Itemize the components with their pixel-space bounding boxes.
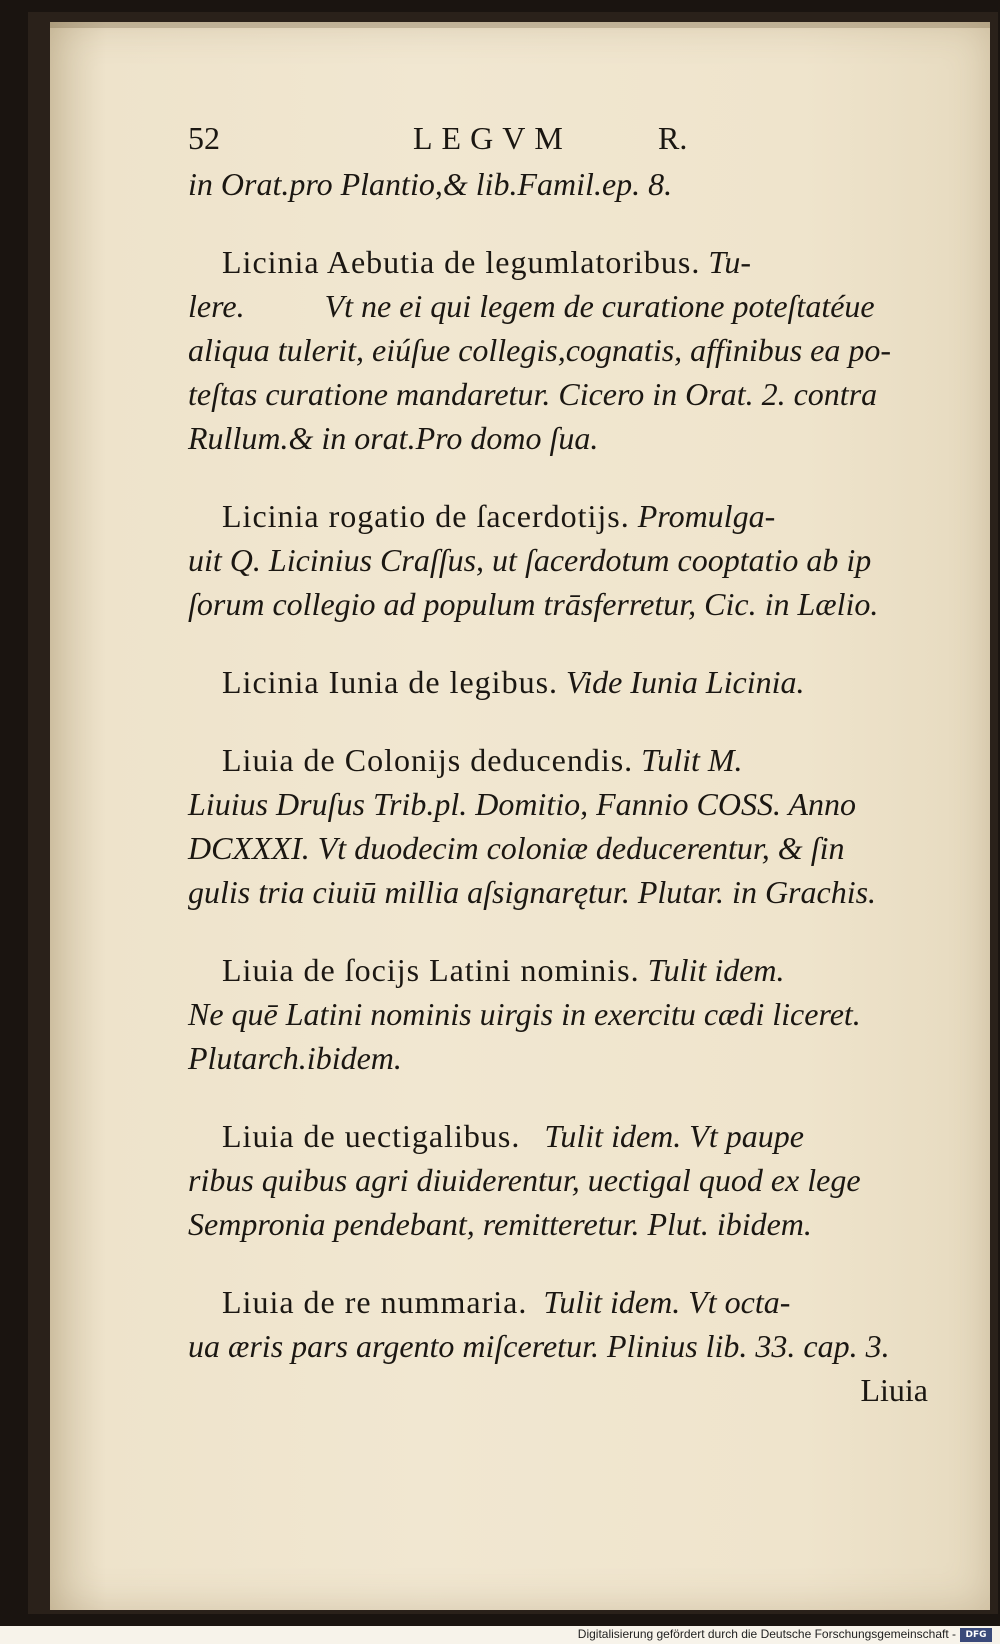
entry-text: ſorum collegio ad populum trāsferretur, Cic. in Lælio.: [188, 586, 879, 622]
footer-credit: Digitalisierung gefördert durch die Deutsche Forschungsgemeinschaft -: [577, 1627, 956, 1641]
page-text: [188, 118, 928, 1412]
entry-text: Tulit idem. Vt paupe: [520, 1118, 804, 1154]
entry-text: aliqua tulerit, eiúſue collegis,cognatis, affinibus ea po-: [188, 332, 892, 368]
entry-line: [188, 992, 928, 1036]
entry-first-line: [188, 948, 928, 992]
entry-text: Vide Iunia Licinia.: [558, 664, 805, 700]
entry-text: Tulit idem.: [639, 952, 785, 988]
entry-text: uit Q. Licinius Craſſus, ut ſacerdotum cooptatio ab ip: [188, 542, 872, 578]
entry-first-line: [188, 494, 928, 538]
entry-line: [188, 1158, 928, 1202]
entry-text: Sempronia pendebant, remitteretur. Plut. ibidem.: [188, 1206, 812, 1242]
dfg-logo: DFG: [960, 1628, 992, 1642]
entry-line: [188, 328, 928, 372]
entry-text: Liuius Druſus Trib.pl. Domitio, Fannio COSS. Anno: [188, 786, 856, 822]
entry-text: Tulit idem. Vt octa-: [527, 1284, 791, 1320]
entry-text: ribus quibus agri diuiderentur, uectigal quod ex lege: [188, 1162, 861, 1198]
entry-text: lere. Vt ne ei qui legem de curatione poteſtatéue: [188, 288, 875, 324]
entry-text: Ne quē Latini nominis uirgis in exercitu cædi liceret.: [188, 996, 861, 1032]
entry-line: [188, 416, 928, 460]
entry-heading: Liuia de re nummaria.: [222, 1284, 528, 1320]
entry-heading: Licinia rogatio de ſacerdotijs.: [222, 498, 630, 534]
entry-heading: Liuia de uectigalibus.: [222, 1118, 521, 1154]
law-entry: [188, 1280, 928, 1368]
entry-text: DCXXXI. Vt duodecim coloniæ deducerentur, & ſin: [188, 830, 845, 866]
page-top-edge: [50, 22, 990, 28]
entry-text: Tu-: [700, 244, 752, 280]
entry-line: [188, 284, 928, 328]
entry-first-line: [188, 240, 928, 284]
entry-text: teſtas curatione mandaretur. Cicero in Orat. 2. contra: [188, 376, 878, 412]
entry-heading: Liuia de Colonijs deducendis.: [222, 742, 634, 778]
running-head: LEGVM: [413, 120, 572, 156]
page-number: 52: [188, 120, 220, 156]
law-entry: [188, 494, 928, 626]
entry-text: Plutarch.ibidem.: [188, 1040, 402, 1076]
entry-text: Tulit M.: [633, 742, 743, 778]
entry-line: [188, 782, 928, 826]
entries-list: [188, 240, 928, 1412]
entry-line: [188, 1036, 928, 1080]
intro-line: in Orat.pro Plantio,& lib.Famil.ep. 8.: [188, 166, 673, 202]
entry-first-line: [188, 738, 928, 782]
entry-line: [188, 538, 928, 582]
law-entry: [188, 660, 928, 704]
entry-line: [188, 582, 928, 626]
entry-first-line: [188, 1114, 928, 1158]
law-entry: [188, 948, 928, 1080]
entry-heading: Licinia Iunia de legibus.: [222, 664, 559, 700]
entry-line: [188, 372, 928, 416]
entry-heading: Liuia de ſocijs Latini nominis.: [222, 952, 640, 988]
entry-text: gulis tria ciuiū millia aſsignarętur. Plutar. in Grachis.: [188, 874, 877, 910]
entry-text: Rullum.& in orat.Pro domo ſua.: [188, 420, 599, 456]
entry-line: [188, 1324, 928, 1368]
entry-text: ua æris pars argento miſceretur. Plinius lib. 33. cap. 3.: [188, 1328, 890, 1364]
page-header: [188, 118, 928, 162]
entry-line: [188, 870, 928, 914]
catchword: Liuia: [860, 1372, 928, 1408]
entry-first-line: [188, 660, 928, 704]
running-head-right: R.: [658, 120, 688, 156]
entry-line: [188, 826, 928, 870]
law-entry: [188, 240, 928, 460]
law-entry: [188, 738, 928, 914]
entry-line: [188, 1202, 928, 1246]
law-entry: [188, 1114, 928, 1246]
entry-first-line: [188, 1280, 928, 1324]
entry-heading: Licinia Aebutia de legumlatoribus.: [222, 244, 701, 280]
entry-text: Promulga-: [629, 498, 776, 534]
